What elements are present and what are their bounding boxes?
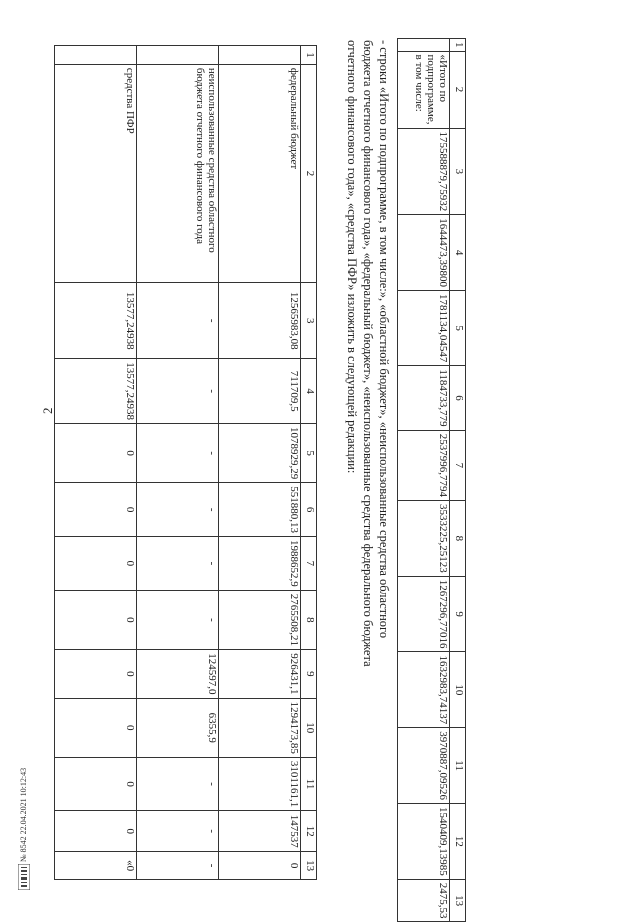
table-row: [219, 46, 301, 880]
row-name: средства ПФР: [55, 64, 137, 282]
header-cell: 2: [450, 51, 466, 128]
cell: 0: [55, 698, 137, 757]
cell: 0: [55, 650, 137, 699]
cell: 0: [55, 424, 137, 483]
header-cell: 7: [301, 537, 317, 591]
cell: -: [137, 852, 219, 880]
table-row: [137, 46, 219, 880]
cell: 551880,13: [219, 483, 301, 537]
cell: 12565983,08: [219, 283, 301, 359]
header-cell: 10: [450, 652, 466, 728]
cell: 0: [55, 757, 137, 810]
header-cell: 7: [450, 430, 466, 500]
header-cell: 6: [301, 483, 317, 537]
cell: 1078929,29: [219, 424, 301, 483]
cell: 13577,24938: [55, 359, 137, 424]
cell: 2765508,21: [219, 590, 301, 649]
cell: 1294173,85: [219, 698, 301, 757]
header-cell: 10: [301, 698, 317, 757]
cell: 1540409,13985: [398, 803, 450, 879]
registration-stamp: [18, 768, 30, 890]
cell: 0: [55, 537, 137, 591]
cell: 3533225,25123: [398, 500, 450, 576]
table-row: [55, 46, 137, 880]
header-cell: 5: [450, 291, 466, 366]
header-cell: 4: [450, 215, 466, 291]
cell: 0: [219, 852, 301, 880]
row-name: неиспользованные средства областного бюджета отчетного финансового года: [137, 64, 219, 282]
table-row: [398, 39, 450, 922]
cell: 0: [55, 483, 137, 537]
header-cell: 8: [301, 590, 317, 649]
header-cell: 3: [301, 283, 317, 359]
row-name: федеральный бюджет: [219, 64, 301, 282]
header-cell: 11: [301, 757, 317, 810]
cell: 2475,53: [398, 879, 450, 922]
cell: 3101161,1: [219, 757, 301, 810]
doc-number: № 8542: [18, 836, 28, 862]
header-cell: 1: [301, 46, 317, 65]
cell: -: [137, 359, 219, 424]
cell: «0: [55, 852, 137, 880]
cell: 124597,0: [137, 650, 219, 699]
header-cell: 2: [301, 64, 317, 282]
header-cell: 12: [301, 811, 317, 852]
header-cell: 13: [450, 879, 466, 922]
cell: 1632983,74137: [398, 652, 450, 728]
header-cell: 3: [450, 128, 466, 215]
cell: 13577,24938: [55, 283, 137, 359]
cell: -: [137, 283, 219, 359]
cell: 1988652,9: [219, 537, 301, 591]
cell: 1644473,39800: [398, 215, 450, 291]
cell: 3970887,09526: [398, 728, 450, 804]
header-cell: 9: [301, 650, 317, 699]
cell: 0: [55, 811, 137, 852]
header-cell: 4: [301, 359, 317, 424]
header-cell: 11: [450, 728, 466, 804]
row-name: «Итого по подпрограмме, в том числе:: [398, 51, 450, 128]
cell: 926431,1: [219, 650, 301, 699]
cell: 1267296,77016: [398, 576, 450, 652]
cell: -: [137, 811, 219, 852]
cell: 711709,5: [219, 359, 301, 424]
header-cell: 12: [450, 803, 466, 879]
cell: -: [137, 590, 219, 649]
cell: 0: [55, 590, 137, 649]
header-cell: 8: [450, 500, 466, 576]
header-cell: 9: [450, 576, 466, 652]
cell: -: [137, 537, 219, 591]
header-cell: 1: [450, 39, 466, 52]
header-cell: 6: [450, 366, 466, 430]
cell: -: [137, 483, 219, 537]
cell: 175588879,75932: [398, 128, 450, 215]
table-2: [397, 38, 466, 922]
paragraph-line: бюджета отчетного финансового года», «федеральный бюджет», «неиспользованные средства федерального бюджета: [361, 40, 375, 667]
header-cell: 13: [301, 852, 317, 880]
cell: 6355,9: [137, 698, 219, 757]
cell: 2537996,7794: [398, 430, 450, 500]
cell: -: [137, 424, 219, 483]
cell: 1781134,04547: [398, 291, 450, 366]
paragraph-line: отчетного финансового года», «средства ПФР» изложить в следующей редакции:: [345, 40, 359, 474]
doc-datetime: 22.04.2021 10:12:43: [18, 767, 28, 835]
barcode-icon: [18, 864, 30, 890]
table-1: [54, 45, 317, 880]
cell: 147537: [219, 811, 301, 852]
amendment-paragraph: [344, 40, 392, 667]
paragraph-line: - строки «Итого по подпрограмме, в том числе:», «областной бюджет», «неиспользованные средства областного: [377, 40, 391, 639]
header-cell: 5: [301, 424, 317, 483]
cell: 1184733,779: [398, 366, 450, 430]
cell: -: [137, 757, 219, 810]
page-number: 2: [40, 407, 55, 414]
